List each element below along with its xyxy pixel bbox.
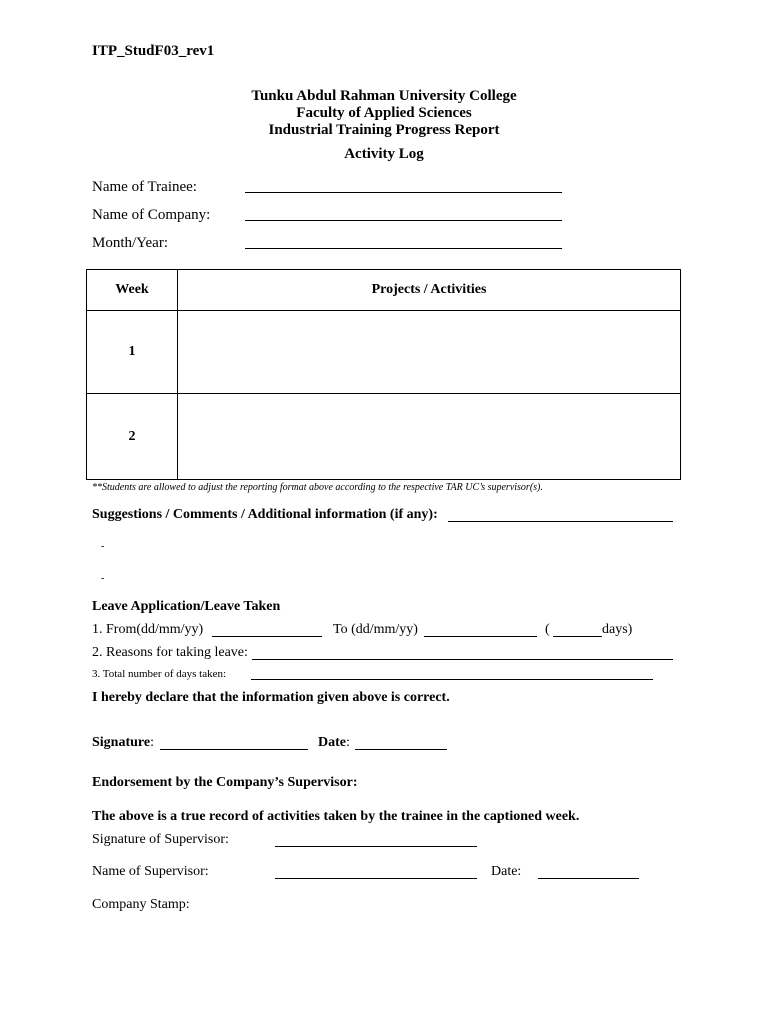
declaration-text: I hereby declare that the information given above is correct.	[92, 690, 450, 705]
total-days-blank[interactable]	[251, 667, 653, 680]
leave-heading: Leave Application/Leave Taken	[92, 599, 281, 614]
supervisor-signature-blank[interactable]	[275, 832, 477, 847]
supervisor-date-label: Date:	[491, 864, 522, 879]
trainee-label: Name of Trainee:	[92, 179, 197, 195]
bullet-point: -	[101, 573, 105, 584]
document-code: ITP_StudF03_rev1	[92, 43, 215, 59]
bullet-point: -	[101, 541, 105, 552]
month-year-label: Month/Year:	[92, 235, 168, 251]
table-header-row	[87, 270, 681, 311]
leave-days-blank[interactable]	[553, 622, 602, 637]
suggestions-blank[interactable]	[448, 507, 673, 522]
institution-name: Tunku Abdul Rahman University College	[251, 88, 517, 104]
activities-cell[interactable]	[178, 311, 681, 394]
date-blank[interactable]	[355, 735, 447, 750]
days-open-paren: (	[545, 622, 550, 637]
company-stamp-label: Company Stamp:	[92, 897, 190, 912]
endorsement-heading: Endorsement by the Company’s Supervisor:	[92, 775, 358, 790]
table-row	[87, 311, 681, 394]
faculty-name: Faculty of Applied Sciences	[296, 105, 472, 121]
supervisor-signature-label: Signature of Supervisor:	[92, 832, 229, 847]
suggestions-label: Suggestions / Comments / Additional information (if any):	[92, 507, 438, 522]
week-number: 1	[87, 311, 178, 394]
leave-from-label: 1. From(dd/mm/yy)	[92, 622, 204, 637]
company-label: Name of Company:	[92, 207, 211, 223]
leave-reasons-blank[interactable]	[252, 645, 673, 660]
table-row	[87, 394, 681, 480]
date-label: Date	[318, 735, 346, 750]
signature-label: Signature	[92, 735, 151, 750]
days-label: days)	[602, 622, 633, 637]
month-year-blank[interactable]	[245, 234, 562, 249]
total-days-label: 3. Total number of days taken:	[92, 668, 227, 680]
week-column-header: Week	[87, 270, 178, 311]
leave-to-label: To (dd/mm/yy)	[333, 622, 418, 637]
date-colon: :	[346, 735, 350, 750]
week-number: 2	[87, 394, 178, 480]
supervisor-name-label: Name of Supervisor:	[92, 864, 209, 879]
format-note: **Students are allowed to adjust the reporting format above according to the respective TAR UC’s supervisor(s).	[92, 482, 543, 493]
endorsement-statement: The above is a true record of activities taken by the trainee in the captioned week.	[92, 809, 580, 824]
projects-column-header: Projects / Activities	[178, 270, 681, 311]
company-blank[interactable]	[245, 206, 562, 221]
leave-reasons-label: 2. Reasons for taking leave:	[92, 645, 248, 660]
leave-to-blank[interactable]	[424, 622, 537, 637]
signature-colon: :	[150, 735, 154, 750]
trainee-blank[interactable]	[245, 178, 562, 193]
report-title: Industrial Training Progress Report	[268, 122, 500, 138]
leave-from-blank[interactable]	[212, 622, 322, 637]
supervisor-date-blank[interactable]	[538, 864, 639, 879]
activity-log-title: Activity Log	[344, 146, 424, 162]
activity-log-table	[86, 269, 681, 480]
signature-blank[interactable]	[160, 735, 308, 750]
activities-cell[interactable]	[178, 394, 681, 480]
supervisor-name-blank[interactable]	[275, 864, 477, 879]
